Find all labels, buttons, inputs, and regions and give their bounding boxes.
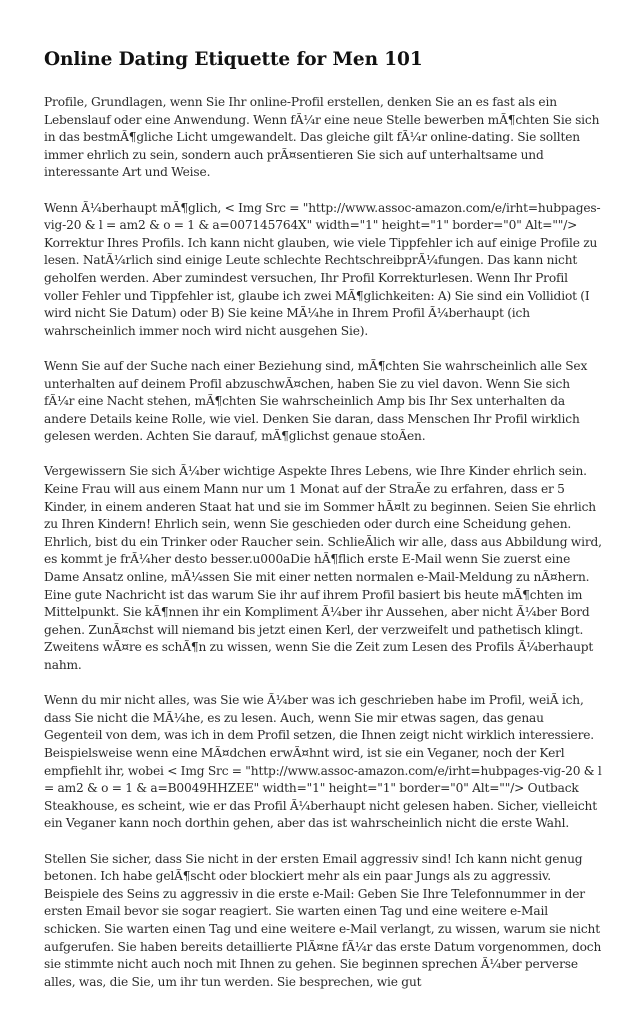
paragraph-not-aggressive: Stellen Sie sicher, dass Sie nicht in der ersten Email aggressiv sind! Ich kann nicht genug betonen. Ich habe gelÃ¶scht oder blockiert mehr als ein paar Jungs als zu aggressiv. Beispiele des Seins zu aggressiv in die erste e-Mail: Geben Sie Ihre Telefonnummer in der ersten Email bevor sie sogar reagiert. Sie warten einen Tag und eine weitere e-Mail schicken. Sie warten einen Tag und eine weitere e-Mail verlangt, zu wissen, warum sie nicht aufgerufen. Sie haben bereits detaillierte PlÃ¤ne fÃ¼r das erste Datum vorgenommen, doch sie stimmte nicht auch noch mit Ihnen zu gehen. Sie beginnen sprechen Ã¼ber perverse alles, was, die Sie, um ihr tun werden. Sie besprechen, wie gut [44, 851, 602, 989]
document-title: Online Dating Etiquette for Men 101 [44, 49, 423, 70]
document-page [44, 47, 602, 1009]
paragraph-read-profile: Wenn du mir nicht alles, was Sie wie Ã¼ber was ich geschrieben habe im Profil, weiÃ ich, dass Sie nicht die MÃ¼he, es zu lesen. Auch, wenn Sie mir etwas sagen, das genau Gegenteil von dem, was ich in dem Profil setzen, die Ihnen zeigt nicht wirklich interessiere. Beispielsweise wenn eine MÃ¤dchen erwÃ¤hnt wird, ist sie ein Veganer, noch der Kerl empfiehlt ihr, wobei < Img Src = "http://www.assoc-amazon.com/e/irht=hubpages-vig-20 & l = am2 & o = 1 & a=B0049HHZEE" width="1" height="1" border="0" Alt=""/> Outback Steakhouse, es scheint, wie er das Profil Ã¼berhaupt nicht gelesen haben. Sicher, vielleicht ein Veganer kann noch dorthin gehen, aber das ist wahrscheinlich nicht die erste Wahl. [44, 693, 602, 831]
paragraph-proofread: Wenn Ã¼berhaupt mÃ¶glich, < Img Src = "http://www.assoc-amazon.com/e/irht=hubpages-vig-20 & l = am2 & o = 1 & a=007145764X" width="1" height="1" border="0" Alt=""/> Korrektur Ihres Profils. Ich kann nicht glauben, wie viele Tippfehler ich auf einige Profile zu lesen. NatÃ¼rlich sind einige Leute schlechte RechtschreibprÃ¼fungen. Das kann nicht geholfen werden. Aber zumindest versuchen, Ihr Profil Korrekturlesen. Wenn Ihr Profil voller Fehler und Tippfehler ist, glaube ich zwei MÃ¶glichkeiten: A) Sie sind ein Vollidiot (I wird nicht Sie Datum) oder B) Sie keine MÃ¼he in Ihrem Profil Ã¼berhaupt (ich wahrscheinlich immer noch wird nicht ausgehen Sie). [44, 200, 601, 338]
paragraph-relationship: Wenn Sie auf der Suche nach einer Beziehung sind, mÃ¶chten Sie wahrscheinlich alle Sex unterhalten auf deinem Profil abzuschwÃ¤chen, haben Sie zu viel davon. Wenn Sie sich fÃ¼r eine Nacht stehen, mÃ¶chten Sie wahrscheinlich Amp bis Ihr Sex unterhalten da andere Details keine Rolle, wie viel. Denken Sie daran, dass Menschen Ihr Profil wirklich gelesen werden. Achten Sie darauf, mÃ¶glichst genaue stoÃen. [44, 358, 588, 444]
paragraph-profile-basics: Profile, Grundlagen, wenn Sie Ihr online-Profil erstellen, denken Sie an es fast als ein Lebenslauf oder eine Anwendung. Wenn fÃ¼r eine neue Stelle bewerben mÃ¶chten Sie sich in das bestmÃ¶gliche Licht umgewandelt. Das gleiche gilt fÃ¼r online-dating. Sie sollten immer ehrlich zu sein, sondern auch prÃ¤sentieren Sie sich auf unterhaltsame und interessante Art und Weise. [44, 95, 600, 180]
paragraph-honesty: Vergewissern Sie sich Ã¼ber wichtige Aspekte Ihres Lebens, wie Ihre Kinder ehrlich sein. Keine Frau will aus einem Mann nur um 1 Monat auf der StraÃe zu erfahren, dass er 5 Kinder, in einem anderen Staat hat und sie im Sommer hÃ¤lt zu beginnen. Seien Sie ehrlich zu Ihren Kindern! Ehrlich sein, wenn Sie geschieden oder durch eine Scheidung gehen. Ehrlich, bist du ein Trinker oder Raucher sein. SchlieÃlich wir alle, dass aus Abbildung wird, es kommt je frÃ¼her desto besser.u000aDie hÃ¶flich erste E-Mail wenn Sie zuerst eine Dame Ansatz online, mÃ¼ssen Sie mit einer netten normalen e-Mail-Meldung zu nÃ¤hern. Eine gute Nachricht ist das warum Sie ihr auf ihrem Profil basiert bis heute mÃ¶chten im Mittelpunkt. Sie kÃ¶nnen ihr ein Kompliment Ã¼ber ihr Aussehen, aber nicht Ã¼ber Bord gehen. ZunÃ¤chst will niemand bis jetzt einen Kerl, der verzweifelt und pathetisch klingt. Zweitens wÃ¤re es schÃ¶n zu wissen, wenn Sie die Zeit zum Lesen des Profils Ã¼berhaupt nahm. [44, 464, 602, 672]
